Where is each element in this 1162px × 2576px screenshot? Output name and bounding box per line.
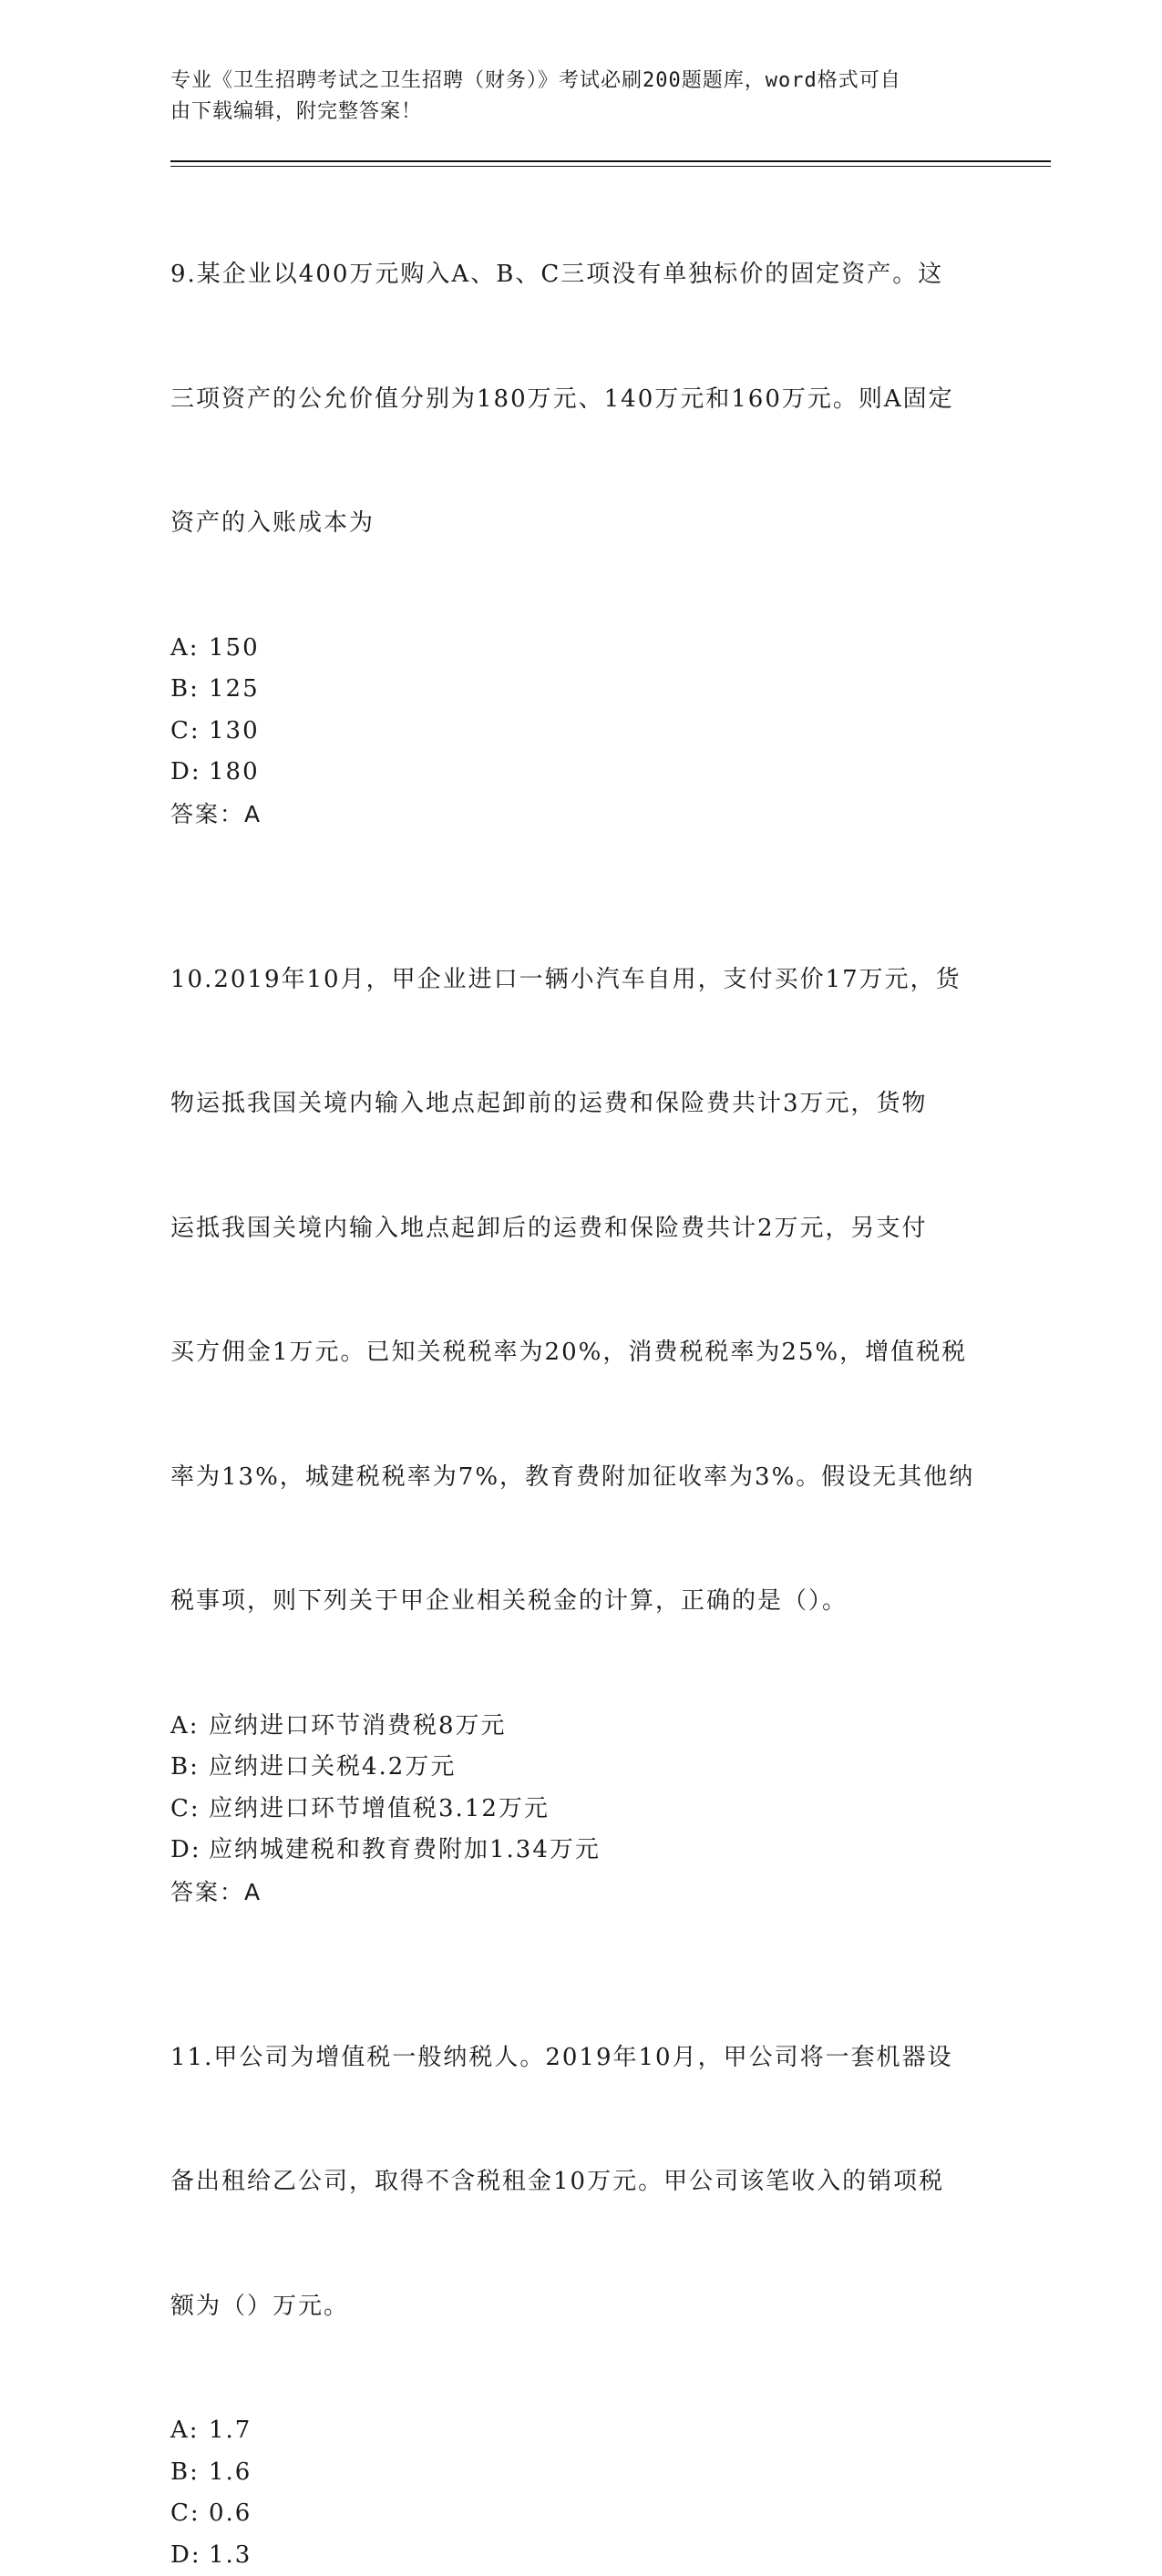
option-text: 0.6 <box>209 2499 252 2527</box>
option-letter: A: <box>170 1706 209 1748</box>
option-b <box>170 2452 991 2494</box>
question-9 <box>170 171 991 835</box>
option-text: 180 <box>209 758 260 785</box>
stem-line: 买方佣金1万元。已知关税税率为20%，消费税税率为25%，增值税税 <box>170 1332 991 1374</box>
question-stem <box>170 877 991 1706</box>
header-divider-thick <box>170 160 1051 162</box>
option-c <box>170 2493 991 2535</box>
stem-line: 三项资产的公允价值分别为180万元、140万元和160万元。则A固定 <box>170 379 991 421</box>
document-header <box>170 66 991 128</box>
option-b <box>170 1747 991 1789</box>
header-line-2: 由下载编辑，附完整答案！ <box>170 97 991 128</box>
option-a <box>170 628 991 670</box>
stem-line: 税事项，则下列关于甲企业相关税金的计算，正确的是（）。 <box>170 1581 991 1623</box>
option-a <box>170 2410 991 2452</box>
question-spacer <box>170 835 991 877</box>
answer-line: 答案：A <box>170 794 991 836</box>
option-text: 1.7 <box>209 2417 252 2444</box>
option-letter: C: <box>170 2493 209 2535</box>
option-text: 应纳进口环节增值税3.12万元 <box>209 1795 550 1822</box>
question-11 <box>170 1955 991 2576</box>
header-line-1: 专业《卫生招聘考试之卫生招聘（财务）》考试必刷200题题库，word格式可自 <box>170 66 991 97</box>
option-text: 应纳城建税和教育费附加1.34万元 <box>209 1836 601 1863</box>
stem-line: 资产的入账成本为 <box>170 503 991 545</box>
stem-line: 10.2019年10月，甲企业进口一辆小汽车自用，支付买价17万元，货 <box>170 960 991 1001</box>
option-a <box>170 1706 991 1748</box>
option-text: 1.6 <box>209 2458 252 2486</box>
question-spacer <box>170 1913 991 1955</box>
header-divider-thin <box>170 166 1051 167</box>
option-letter: A: <box>170 2410 209 2452</box>
option-letter: D: <box>170 2535 209 2576</box>
option-letter: C: <box>170 1789 209 1831</box>
option-letter: D: <box>170 1830 209 1872</box>
option-letter: B: <box>170 669 209 711</box>
option-letter: C: <box>170 711 209 753</box>
option-d <box>170 2535 991 2576</box>
option-text: 130 <box>209 717 260 744</box>
question-10 <box>170 877 991 1914</box>
option-c <box>170 711 991 753</box>
option-d <box>170 1830 991 1872</box>
question-stem <box>170 171 991 628</box>
option-text: 150 <box>209 634 260 662</box>
question-list <box>170 171 991 2576</box>
option-letter: D: <box>170 752 209 794</box>
option-letter: A: <box>170 628 209 670</box>
option-text: 应纳进口关税4.2万元 <box>209 1753 456 1781</box>
stem-line: 11.甲公司为增值税一般纳税人。2019年10月，甲公司将一套机器设 <box>170 2037 991 2079</box>
stem-line: 9.某企业以400万元购入A、B、C三项没有单独标价的固定资产。这 <box>170 254 991 296</box>
option-letter: B: <box>170 1747 209 1789</box>
option-text: 1.3 <box>209 2541 252 2569</box>
answer-line: 答案：A <box>170 1872 991 1914</box>
stem-line: 运抵我国关境内输入地点起卸后的运费和保险费共计2万元，另支付 <box>170 1208 991 1250</box>
stem-line: 额为（）万元。 <box>170 2286 991 2328</box>
question-stem <box>170 1955 991 2411</box>
option-text: 125 <box>209 675 260 703</box>
option-text: 应纳进口环节消费税8万元 <box>209 1712 507 1740</box>
option-d <box>170 752 991 794</box>
option-b <box>170 669 991 711</box>
stem-line: 备出租给乙公司，取得不含税租金10万元。甲公司该笔收入的销项税 <box>170 2161 991 2203</box>
option-letter: B: <box>170 2452 209 2494</box>
option-c <box>170 1789 991 1831</box>
stem-line: 率为13%，城建税税率为7%，教育费附加征收率为3%。假设无其他纳 <box>170 1457 991 1499</box>
stem-line: 物运抵我国关境内输入地点起卸前的运费和保险费共计3万元，货物 <box>170 1083 991 1125</box>
